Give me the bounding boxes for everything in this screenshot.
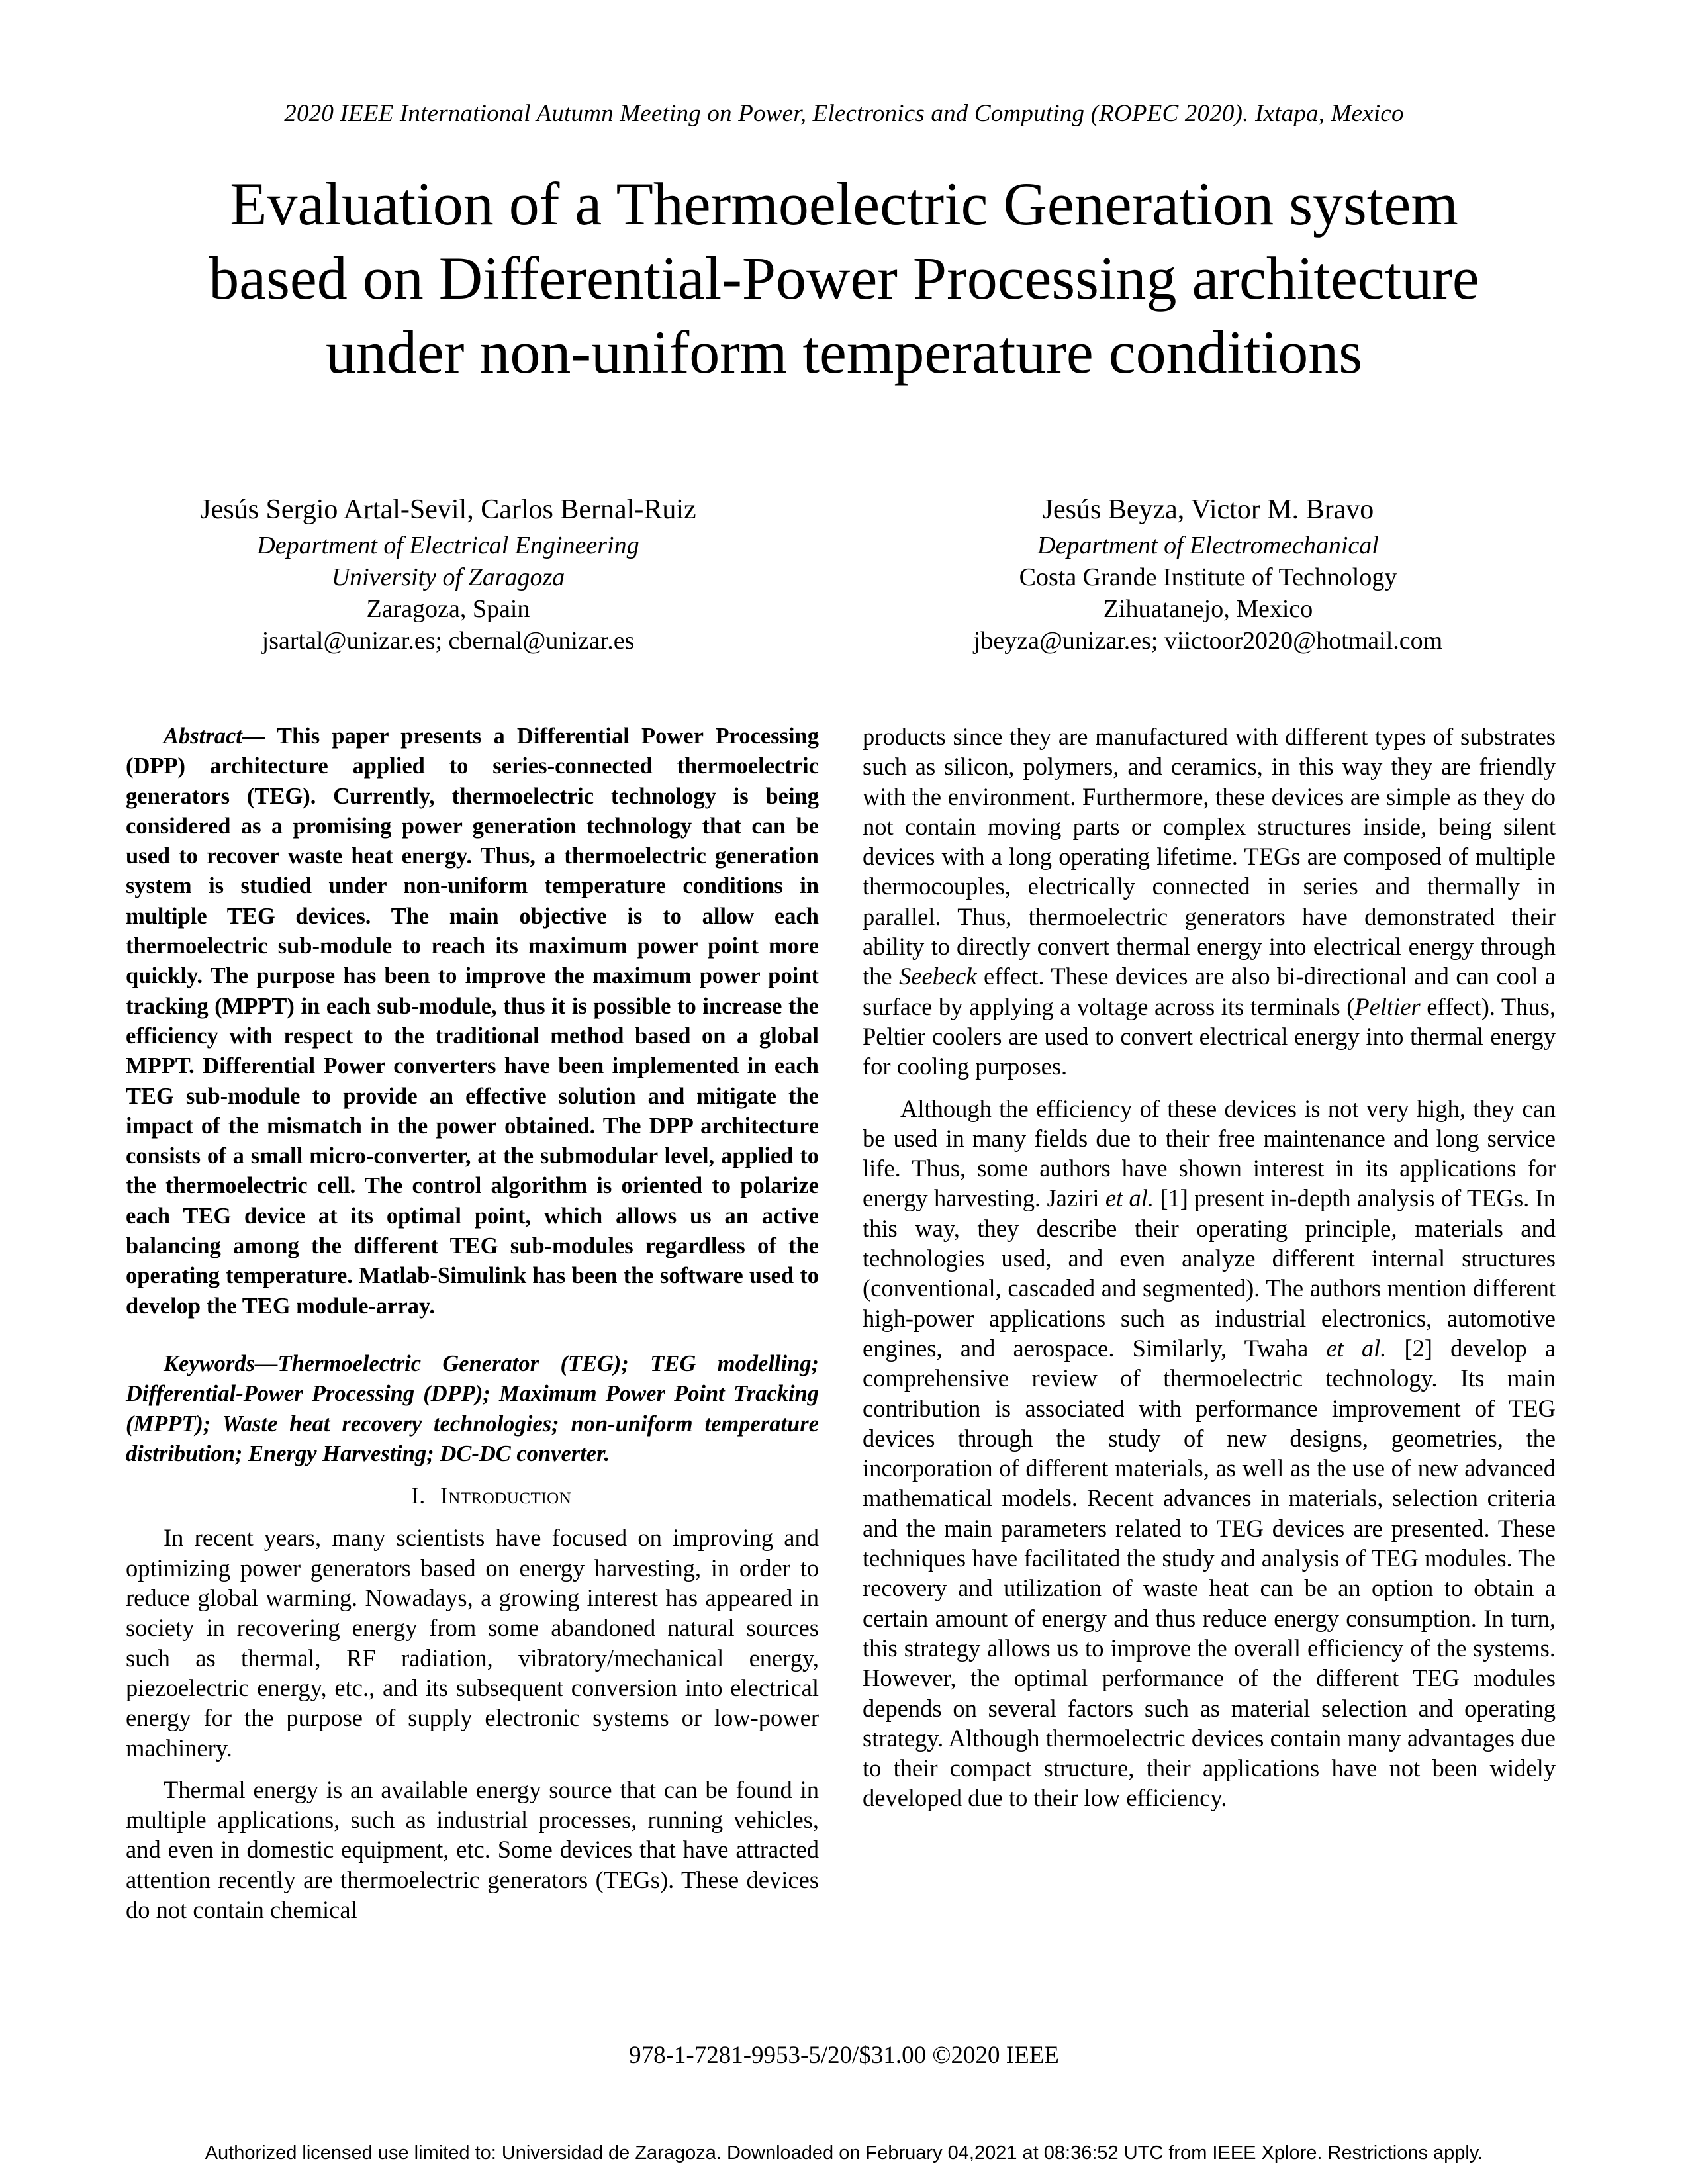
intro-paragraph-1: In recent years, many scientists have focused on improving and optimizing power generators based on energy harvesting, in order to reduce global warming. Nowadays, a growing interest has appeared in society in recovering energy from some abandoned natural sources such as thermal, RF radiation, vibratory/mechanical energy, piezoelectric energy, etc., and its subsequent conversion into electrical energy for the purpose of supply electronic systems or low-power machinery. [126,1524,819,1762]
conference-header: 2020 IEEE International Autumn Meeting on Power, Electronics and Computing (ROPEC 2020). Ixtapa, Mexico [284,100,1404,127]
section-number: I. [410,1482,426,1509]
text-run: effect). Thus, Peltier coolers are used to convert electrical energy into thermal energy for cooling purposes. [863,992,1556,1080]
abstract [126,722,819,1321]
author-department: Department of Electrical Engineering [257,532,639,559]
author-institution: Costa Grande Institute of Technology [1019,563,1397,591]
author-block-1 [117,491,779,657]
author-location: Zihuatanejo, Mexico [1103,595,1313,623]
intro-paragraph-2: Thermal energy is an available energy source that can be found in multiple applications, such as industrial processes, running vehicles, and even in domestic equipment, etc. Some devices that have attracted attention recently are thermoelectric generators (TEGs). These devices do not contain chemical [126,1776,819,1923]
author-department: Department of Electromechanical [1037,532,1379,559]
emphasis-peltier: Peltier [1354,992,1421,1020]
section-title: Introduction [440,1482,572,1509]
text-run: [1] present in-depth analysis of TEGs. In this way, they describe their operating principle, materials and technologies used, and even analyze different internal structures (conventional, cascaded and segmented). The authors mention different high-power applications such as industrial electronics, automotive engines, and aerospace. Similarly, Twaha [863,1184,1556,1362]
author-names: Jesús Sergio Artal-Sevil, Carlos Bernal-Ruiz [200,495,696,525]
text-run: effect. These devices are also bi-directional and can cool a surface by applying a voltage across its terminals ( [863,963,1556,1020]
body-paragraph [863,1094,1556,1813]
emphasis-seebeck: Seebeck [899,963,977,990]
emphasis-et-al: et al. [1326,1334,1387,1362]
author-emails: jbeyza@unizar.es; viictoor2020@hotmail.com [973,627,1443,655]
abstract-label: Abstract— [164,724,265,749]
abstract-text: This paper presents a Differential Power Processing (DPP) architecture applied to series-connected thermoelectric generators (TEG). Currently, thermoelectric technology is being considered as a promising power generation technology that can be used to recover waste heat energy. Thus, a thermoelectric generation system is studied under non-uniform temperature conditions in multiple TEG devices. The main objective is to allow each thermoelectric sub-module to reach its maximum power point more quickly. The purpose has been to improve the maximum power point tracking (MPPT) in each sub-module, thus it is possible to increase the efficiency with respect to the traditional method based on a global MPPT. Differential Power converters have been implemented in each TEG sub-module to provide an effective solution and mitigate the impact of the mismatch in the power obtained. The DPP architecture consists of a small micro-converter, at the submodular level, applied to the thermoelectric cell. The control algorithm is oriented to polarize each TEG device at its optimal point, which allows us an active balancing among the different TEG sub-modules regardless of the operating temperature. Matlab-Simulink has been the software used to develop the TEG module-array. [126,724,819,1319]
keywords: Keywords—Thermoelectric Generator (TEG); TEG modelling; Differential-Power Processing (DPP); Maximum Power Point Tracking (MPPT); Waste heat recovery technologies; non-uniform temperature distribution; Energy Harvesting; DC-DC converter. [126,1351,819,1466]
author-block-2 [877,491,1539,657]
author-names: Jesús Beyza, Victor M. Bravo [1042,495,1374,525]
left-column [126,722,819,1924]
section-heading-introduction [126,1481,819,1511]
title-line-3: under non-uniform temperature conditions [325,318,1363,386]
body-paragraph-continued [863,722,1556,1082]
paper-title [99,167,1589,389]
author-emails: jsartal@unizar.es; cbernal@unizar.es [261,627,635,655]
footer-isbn: 978-1-7281-9953-5/20/$31.00 ©2020 IEEE [629,2042,1059,2069]
right-column [863,722,1556,1813]
text-run: [2] develop a comprehensive review of thermoelectric technology. Its main contribution is associated with performance improvement of TEG devices through the study of new designs, geometries, the incorporation of different materials, as well as the use of new advanced mathematical models. Recent advances in materials, selection criteria and the main parameters related to TEG devices are presented. These techniques have facilitated the study and analysis of TEG modules. The recovery and utilization of waste heat can be an option to obtain a certain amount of energy and thus reduce energy consumption. In turn, this strategy allows us to improve the overall efficiency of the systems. However, the optimal performance of the different TEG modules depends on several factors such as material selection and operating strategy. Although thermoelectric devices contain many advantages due to their compact structure, their applications have not been widely developed due to their low efficiency. [863,1334,1556,1812]
author-institution: University of Zaragoza [331,563,565,591]
footer-authorization-notice: Authorized licensed use limited to: Universidad de Zaragoza. Downloaded on February 04,2021 at 08:36:52 UTC from IEEE Xplore. Restrictions apply. [205,2142,1483,2163]
title-line-2: based on Differential-Power Processing architecture [209,244,1479,312]
author-location: Zaragoza, Spain [366,595,530,623]
text-run: Although the efficiency of these devices is not very high, they can be used in many fields due to their free maintenance and long service life. Thus, some authors have shown interest in its applications for energy harvesting. Jaziri [863,1094,1556,1212]
emphasis-et-al: et al. [1105,1184,1154,1212]
text-run: products since they are manufactured with different types of substrates such as silicon, polymers, and ceramics, in this way they are friendly with the environment. Furthermore, these devices are simple as they do not contain moving parts or complex structures inside, being silent devices with a long operating lifetime. TEGs are composed of multiple thermocouples, electrically connected in series and thermally in parallel. Thus, thermoelectric generators have demonstrated their ability to directly convert thermal energy into electrical energy through the [863,723,1556,990]
title-line-1: Evaluation of a Thermoelectric Generation system [230,170,1458,238]
